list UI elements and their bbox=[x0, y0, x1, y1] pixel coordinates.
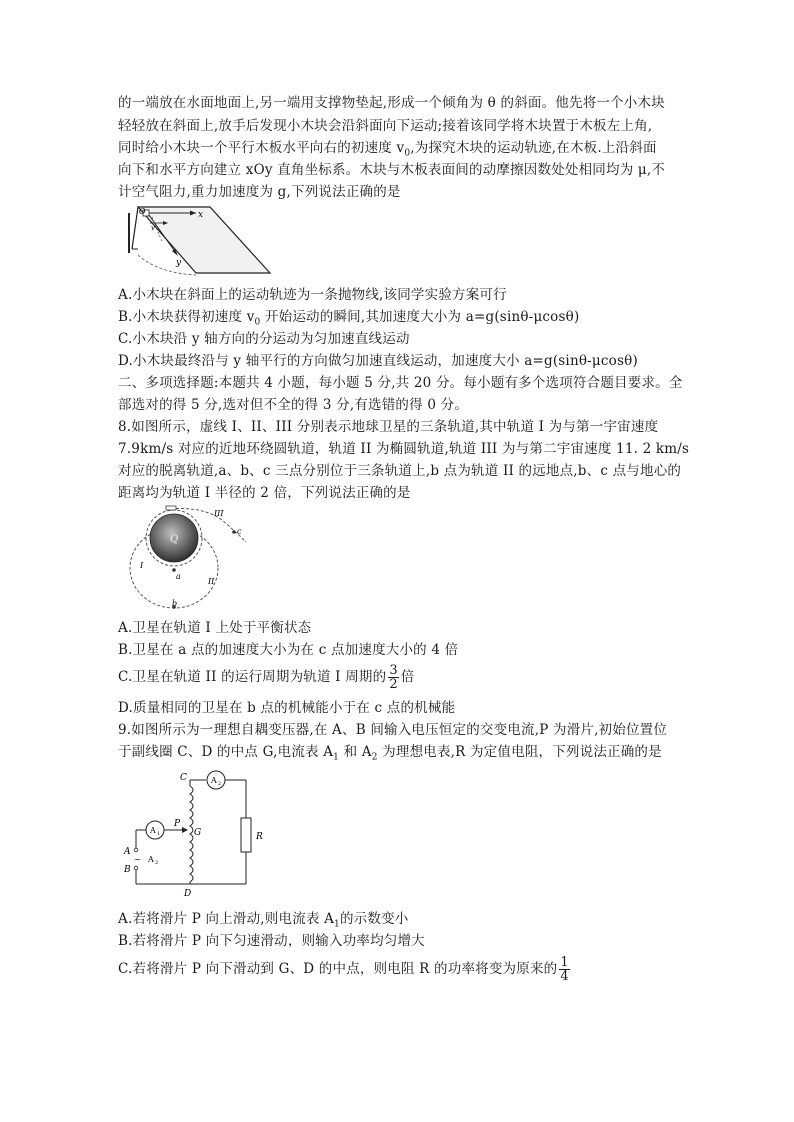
q7-line-3: 同时给小木块一个平行木板水平向右的初速度 $v_0$,为探究木块的运动轨迹,在木板.上沿斜面 bbox=[118, 140, 657, 159]
q7-option-b: B.小木块获得初速度 $v_0$ 开始运动的瞬间,其加速度大小为 a=g(sinθ-μcosθ) bbox=[118, 309, 580, 328]
svg-text:D: D bbox=[184, 889, 192, 898]
svg-text:b: b bbox=[172, 599, 178, 608]
svg-text:C: C bbox=[180, 773, 187, 783]
svg-text:R: R bbox=[256, 832, 263, 842]
q8-option-c: C.卫星在轨道 II 的运行周期为轨道 I 周期的 $\frac{3}{2}$ 倍 bbox=[118, 663, 415, 692]
svg-text:x: x bbox=[198, 210, 204, 220]
svg-text:y: y bbox=[176, 258, 182, 268]
fraction-three-halves: $\frac{3}{2}$ bbox=[389, 663, 398, 692]
q8-line-4: 距离均为轨道 I 半径的 2 倍，下列说法正确的是 bbox=[118, 485, 411, 501]
svg-text:c: c bbox=[237, 527, 242, 536]
q9-option-c: C.若将滑片 P 向下滑动到 G、D 的中点，则电阻 R 的功率将变为原来的 $\frac{1}{4}$ bbox=[118, 955, 569, 984]
svg-text:A: A bbox=[148, 855, 154, 864]
q8-option-a: A.卫星在轨道 I 上处于平衡状态 bbox=[118, 620, 312, 636]
q8-line-1: 8.如图所示，虚线 I、II、III 分别表示地球卫星的三条轨道,其中轨道 I 为与第一宇宙速度 bbox=[118, 419, 659, 435]
q8-option-d: D.质量相同的卫星在 b 点的机械能小于在 c 点的机械能 bbox=[118, 700, 456, 716]
svg-text:I: I bbox=[140, 561, 144, 570]
q8-line-2: 7.9km/s 对应的近地环绕圆轨道，轨道 II 为椭圆轨道,轨道 III 为与第二宇宙速度 11. 2 km/s bbox=[118, 441, 690, 457]
svg-text:Q: Q bbox=[170, 534, 179, 545]
q8-line-3: 对应的脱离轨道,a、b、c 三点分别位于三条轨道上,b 点为轨道 II 的远地点,b、c 点与地心的 bbox=[118, 463, 682, 479]
q7-option-a: A.小木块在斜面上的运动轨迹为一条抛物线,该同学实验方案可行 bbox=[118, 287, 507, 303]
svg-text:P: P bbox=[174, 819, 181, 829]
q7-line-5: 计空气阻力,重力加速度为 g,下列说法正确的是 bbox=[118, 184, 401, 200]
svg-text:A: A bbox=[150, 826, 156, 835]
section-header-line-2: 部选对的得 5 分,选对但不全的得 3 分,有选错的得 0 分。 bbox=[118, 397, 468, 413]
svg-text:O: O bbox=[139, 207, 146, 216]
q7-line-4: 向下和水平方向建立 xOy 直角坐标系。木块与木板表面间的动摩擦因数处处相同均为 μ,不 bbox=[118, 162, 666, 178]
q9-line-2: 于副线圈 C、D 的中点 G,电流表 $A_1$ 和 $A_2$ 为理想电表,R 为定值电阻，下列说法正确的是 bbox=[118, 744, 662, 763]
q8-option-b: B.卫星在 a 点的加速度大小为在 c 点加速度大小的 4 倍 bbox=[118, 642, 459, 658]
incline-figure bbox=[118, 203, 278, 285]
svg-text:1: 1 bbox=[157, 831, 161, 837]
svg-text:III: III bbox=[214, 509, 224, 518]
svg-text:2: 2 bbox=[155, 860, 159, 866]
q7-line-2: 轻轻放在斜面上,放手后发现小木块会沿斜面向下运动;接着该同学将木块置于木板左上角, bbox=[118, 118, 653, 134]
section-header-line-1: 二、多项选择题:本题共 4 小题，每小题 5 分,共 20 分。每小题有多个选项符合题目要求。全 bbox=[118, 375, 683, 391]
q7-line-1: 的一端放在水面地面上,另一端用支撑物垫起,形成一个倾角为 θ 的斜面。他先将一个小木块 bbox=[118, 95, 665, 111]
svg-text:a: a bbox=[176, 572, 181, 581]
q9-option-a: A.若将滑片 P 向上滑动,则电流表 $A_1$的示数变小 bbox=[118, 911, 409, 930]
svg-text:2: 2 bbox=[218, 781, 222, 787]
orbit-figure bbox=[118, 502, 258, 612]
q7-option-d: D.小木块最终沿与 y 轴平行的方向做匀加速直线运动，加速度大小 a=g(sinθ-μcosθ) bbox=[118, 353, 638, 369]
svg-text:B: B bbox=[124, 865, 131, 875]
fraction-one-quarter: $\frac{1}{4}$ bbox=[560, 955, 569, 984]
svg-text:~: ~ bbox=[134, 855, 141, 864]
q9-line-1: 9.如图所示为一理想自耦变压器,在 A、B 间输入电压恒定的交变电流,P 为滑片,初始位置位 bbox=[118, 722, 668, 738]
svg-text:G: G bbox=[194, 828, 202, 838]
transformer-circuit-figure bbox=[118, 768, 268, 898]
svg-text:A: A bbox=[124, 847, 131, 857]
q9-option-b: B.若将滑片 P 向下匀速滑动，则输入功率均匀增大 bbox=[118, 933, 425, 949]
q7-option-c: C.小木块沿 y 轴方向的分运动为匀加速直线运动 bbox=[118, 331, 410, 347]
svg-text:v: v bbox=[151, 224, 155, 232]
svg-text:II: II bbox=[208, 577, 215, 586]
svg-text:A: A bbox=[211, 776, 217, 785]
